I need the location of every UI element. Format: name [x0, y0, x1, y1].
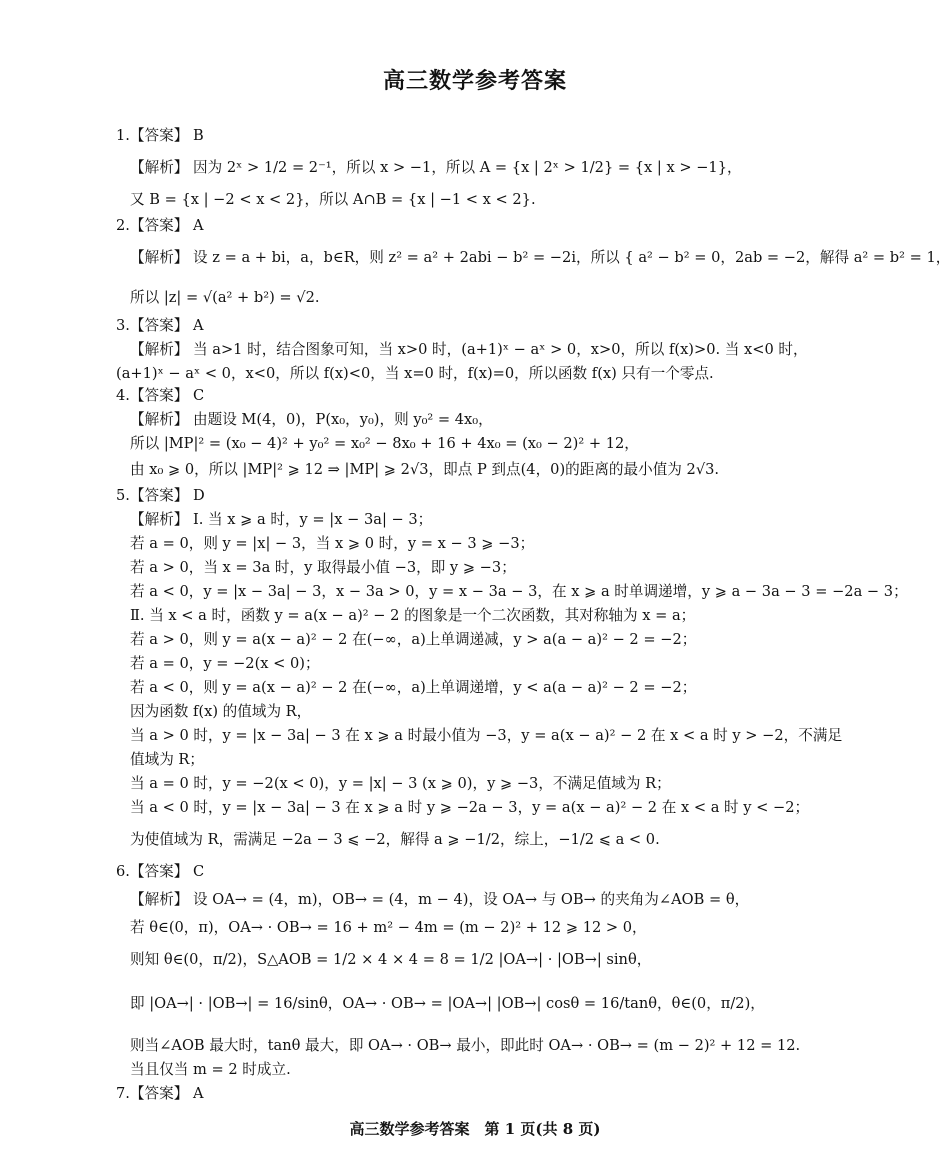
answer-line: (a+1)ˣ − aˣ < 0，x<0，所以 f(x)<0，当 x=0 时，f(x)=0，所以函数 f(x) 只有一个零点.	[116, 365, 714, 382]
answer-line: 则知 θ∈(0，π/2)，S△AOB = 1/2 × 4 × 4 = 8 = 1/2 |OA→| · |OB→| sinθ，	[130, 951, 652, 968]
answer-line: Ⅱ. 当 x < a 时，函数 y = a(x − a)² − 2 的图象是一个二次函数，其对称轴为 x = a；	[130, 607, 696, 624]
page-footer: 高三数学参考答案 第 1 页(共 8 页)	[349, 1120, 601, 1138]
answer-line: 若 a = 0，y = −2(x < 0)；	[130, 655, 320, 672]
answer-line: 当 a < 0 时，y = |x − 3a| − 3 在 x ⩾ a 时 y ⩾ −2a − 3，y = a(x − a)² − 2 在 x < a 时 y < −2；	[130, 799, 810, 816]
answer-line: 5.【答案】 D	[116, 487, 205, 504]
answer-line: 若 a = 0，则 y = |x| − 3，当 x ⩾ 0 时，y = x − 3 ⩾ −3；	[130, 535, 535, 552]
answer-line: 若 a > 0，当 x = 3a 时，y 取得最小值 −3，即 y ⩾ −3；	[130, 559, 516, 576]
answer-line: 【解析】 由题设 M(4，0)，P(x₀，y₀)，则 y₀² = 4x₀，	[130, 411, 493, 428]
page-title: 高三数学参考答案	[382, 68, 567, 94]
answer-line: 若 a > 0，则 y = a(x − a)² − 2 在(−∞，a)上单调递减，y > a(a − a)² − 2 = −2；	[130, 631, 697, 648]
answer-line: 又 B = {x | −2 < x < 2}，所以 A∩B = {x | −1 < x < 2}.	[130, 191, 536, 208]
answer-line: 【解析】 设 OA→ = (4，m)，OB→ = (4，m − 4)，设 OA→ 与 OB→ 的夹角为∠AOB = θ，	[130, 891, 750, 908]
answer-line: 若 a < 0，y = |x − 3a| − 3，x − 3a > 0，y = x − 3a − 3，在 x ⩾ a 时单调递增，y ⩾ a − 3a − 3 = −2a − 3；	[130, 583, 908, 600]
answer-line: 为使值域为 R，需满足 −2a − 3 ⩽ −2，解得 a ⩾ −1/2，综上，−1/2 ⩽ a < 0.	[130, 831, 660, 848]
answer-line: 值域为 R；	[130, 751, 205, 768]
answer-line: 7.【答案】 A	[116, 1085, 204, 1102]
answer-line: 3.【答案】 A	[116, 317, 204, 334]
answer-line: 4.【答案】 C	[116, 387, 205, 404]
answer-line: 若 θ∈(0，π)，OA→ · OB→ = 16 + m² − 4m = (m − 2)² + 12 ⩾ 12 > 0，	[130, 919, 647, 936]
answer-line: 所以 |MP|² = (x₀ − 4)² + y₀² = x₀² − 8x₀ + 16 + 4x₀ = (x₀ − 2)² + 12，	[130, 435, 639, 452]
answer-line: 1.【答案】 B	[116, 127, 204, 144]
answer-line: 当且仅当 m = 2 时成立.	[130, 1061, 291, 1078]
answer-line: 【解析】 Ⅰ. 当 x ⩾ a 时，y = |x − 3a| − 3；	[130, 511, 433, 528]
answer-line: 【解析】 因为 2ˣ > 1/2 = 2⁻¹，所以 x > −1，所以 A = {x | 2ˣ > 1/2} = {x | x > −1}，	[130, 159, 742, 176]
answer-line: 由 x₀ ⩾ 0，所以 |MP|² ⩾ 12 ⇒ |MP| ⩾ 2√3，即点 P 到点(4，0)的距离的最小值为 2√3.	[130, 461, 720, 478]
answer-line: 当 a > 0 时，y = |x − 3a| − 3 在 x ⩾ a 时最小值为 −3，y = a(x − a)² − 2 在 x < a 时 y > −2，不满足	[130, 727, 843, 744]
answer-line: 即 |OA→| · |OB→| = 16/sinθ，OA→ · OB→ = |OA→| |OB→| cosθ = 16/tanθ，θ∈(0，π/2)，	[130, 995, 765, 1012]
answer-line: 6.【答案】 C	[116, 863, 205, 880]
answer-line: 【解析】 设 z = a + bi，a，b∈R，则 z² = a² + 2abi − b² = −2i，所以 { a² − b² = 0，2ab = −2，解得 a² = b² = 1，	[130, 249, 950, 266]
answer-line: 若 a < 0，则 y = a(x − a)² − 2 在(−∞，a)上单调递增，y < a(a − a)² − 2 = −2；	[130, 679, 697, 696]
answer-line: 则当∠AOB 最大时，tanθ 最大，即 OA→ · OB→ 最小，即此时 OA→ · OB→ = (m − 2)² + 12 = 12.	[130, 1037, 801, 1054]
answer-line: 当 a = 0 时，y = −2(x < 0)，y = |x| − 3 (x ⩾ 0)，y ⩾ −3，不满足值域为 R；	[130, 775, 671, 792]
answer-line: 因为函数 f(x) 的值域为 R，	[130, 703, 312, 720]
answer-line: 所以 |z| = √(a² + b²) = √2.	[130, 289, 320, 306]
answer-line: 2.【答案】 A	[116, 217, 204, 234]
answer-line: 【解析】 当 a>1 时，结合图象可知，当 x>0 时，(a+1)ˣ − aˣ > 0，x>0，所以 f(x)>0. 当 x<0 时，	[130, 341, 808, 358]
